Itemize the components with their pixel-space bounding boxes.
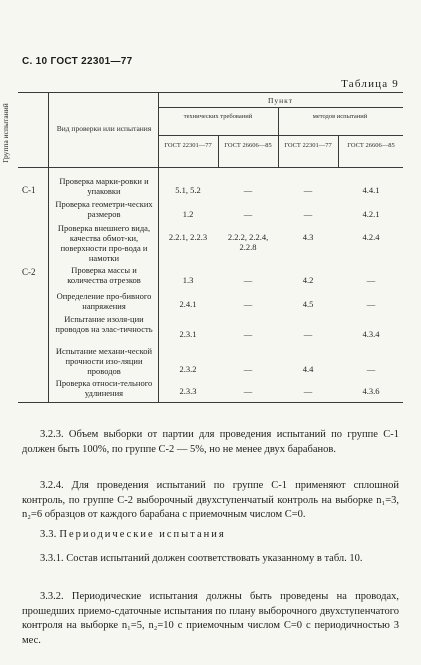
row-8-col-4: 4.3.6 — [362, 386, 380, 396]
paragraph-3-3-2: 3.3.2. Периодические испытания должны быть проведены на проводах, прошедших приемо-сдаточные испытания по плану выборочного двухступенчатого контроля на выборке n₁=5, n₂=10 с приемочным числом C=0 с периодичностью 3 мес. — [22, 591, 399, 646]
group-header-label: Группа испытаний — [1, 103, 10, 163]
row-8-col-3: — — [303, 386, 313, 396]
row-7-col-1: 2.3.2 — [179, 364, 197, 374]
point-header-rule — [158, 107, 403, 108]
kind-header: Вид проверки или испытания — [56, 124, 152, 133]
row-5-col-4: — — [366, 299, 376, 309]
row-4-col-2: — — [243, 275, 253, 285]
row-4-col-4: — — [366, 275, 376, 285]
row-2-name: Проверка геометри-ческих размеров — [55, 199, 153, 219]
row-1-col-2: — — [243, 185, 253, 195]
gost-divider-3 — [338, 135, 339, 167]
paragraph-3-2-4: 3.2.4. Для проведения испытаний по группе С-1 применяют сплошной контроль, по группе С-2 выборочный двухступенчатый контроль на выборке n₁=3, n₂=6 образцов от каждого барабана с приемочным числом C=0. — [22, 480, 399, 520]
row-7-col-2: — — [243, 364, 253, 374]
row-4-col-1: 1.3 — [182, 275, 194, 285]
row-5-col-3: 4.5 — [302, 299, 314, 309]
paragraph-3-2-3: 3.2.3. Объем выборки от партии для проведения испытаний по группе С-1 должен быть 100%, по группе С-2 — 5%, но не менее двух барабанов. — [22, 429, 399, 455]
tech-req-header: технических требований — [183, 113, 253, 120]
row-7-col-3: 4.4 — [302, 364, 314, 374]
group-col-divider — [48, 92, 49, 402]
gost-header-2: ГОСТ 26606—85 — [224, 142, 272, 149]
test-methods-header: методов испытаний — [312, 113, 368, 120]
row-1-col-3: — — [303, 185, 313, 195]
row-3-col-1: 2.2.1, 2.2.3 — [168, 232, 208, 242]
gost-header-4: ГОСТ 26606—85 — [347, 142, 395, 149]
kind-col-divider — [158, 92, 159, 402]
row-5-name: Определение про-бивного напряжения — [56, 291, 152, 311]
row-7-col-4: — — [366, 364, 376, 374]
row-6-col-3: — — [303, 329, 313, 339]
group-header — [2, 100, 16, 170]
row-3-col-2: 2.2.2, 2.2.4, 2.2.8 — [227, 232, 269, 252]
gost-header-1: ГОСТ 22301—77 — [164, 142, 212, 149]
row-6-col-2: — — [243, 329, 253, 339]
row-5-col-2: — — [243, 299, 253, 309]
row-4-col-3: 4.2 — [302, 275, 314, 285]
row-2-col-3: — — [303, 209, 313, 219]
group-label-c1: С-1 — [22, 185, 36, 195]
table-title: Таблица 9 — [341, 78, 399, 90]
group-label-c2: С-2 — [22, 267, 36, 277]
row-3-col-3: 4.3 — [302, 232, 314, 242]
subheader-rule — [158, 135, 403, 136]
row-8-col-2: — — [243, 386, 253, 396]
row-1-col-4: 4.4.1 — [362, 185, 380, 195]
paragraph-3-3-1: 3.3.1. Состав испытаний должен соответствовать указанному в табл. 10. — [40, 553, 363, 564]
row-3-name: Проверка внешнего вида, качества обмот-ки, поверхности про-вода и намотки — [57, 223, 151, 263]
gost-header-3: ГОСТ 22301—77 — [284, 142, 332, 149]
row-6-name: Испытание изоля-ции проводов на элас-тичность — [55, 314, 153, 334]
row-2-col-4: 4.2.1 — [362, 209, 380, 219]
section-3-3-title: Периодические испытания — [59, 529, 226, 540]
row-1-name: Проверка марки-ровки и упаковки — [59, 176, 149, 196]
section-3-3-number: 3.3. — [40, 529, 57, 540]
row-5-col-1: 2.4.1 — [179, 299, 197, 309]
gost-divider-1 — [218, 135, 219, 167]
row-8-col-1: 2.3.3 — [179, 386, 197, 396]
row-2-col-2: — — [243, 209, 253, 219]
table-bottom-rule — [18, 402, 403, 403]
row-7-name: Испытание механи-ческой прочности изо-ляции проводов — [55, 346, 153, 376]
row-4-name: Проверка массы и количества отрезков — [67, 265, 141, 285]
row-3-col-4: 4.2.4 — [362, 232, 380, 242]
header-bottom-rule — [18, 167, 403, 168]
page-header: С. 10 ГОСТ 22301—77 — [22, 56, 133, 67]
row-1-col-1: 5.1, 5.2 — [175, 185, 201, 195]
table-top-rule — [18, 92, 403, 93]
row-2-col-1: 1.2 — [182, 209, 194, 219]
gost-divider-2 — [278, 107, 279, 167]
row-6-col-4: 4.3.4 — [362, 329, 380, 339]
section-3-3-heading — [40, 529, 226, 540]
row-8-name: Проверка относи-тельного удлинения — [55, 378, 153, 398]
point-header: Пункт — [267, 96, 293, 105]
row-6-col-1: 2.3.1 — [179, 329, 197, 339]
